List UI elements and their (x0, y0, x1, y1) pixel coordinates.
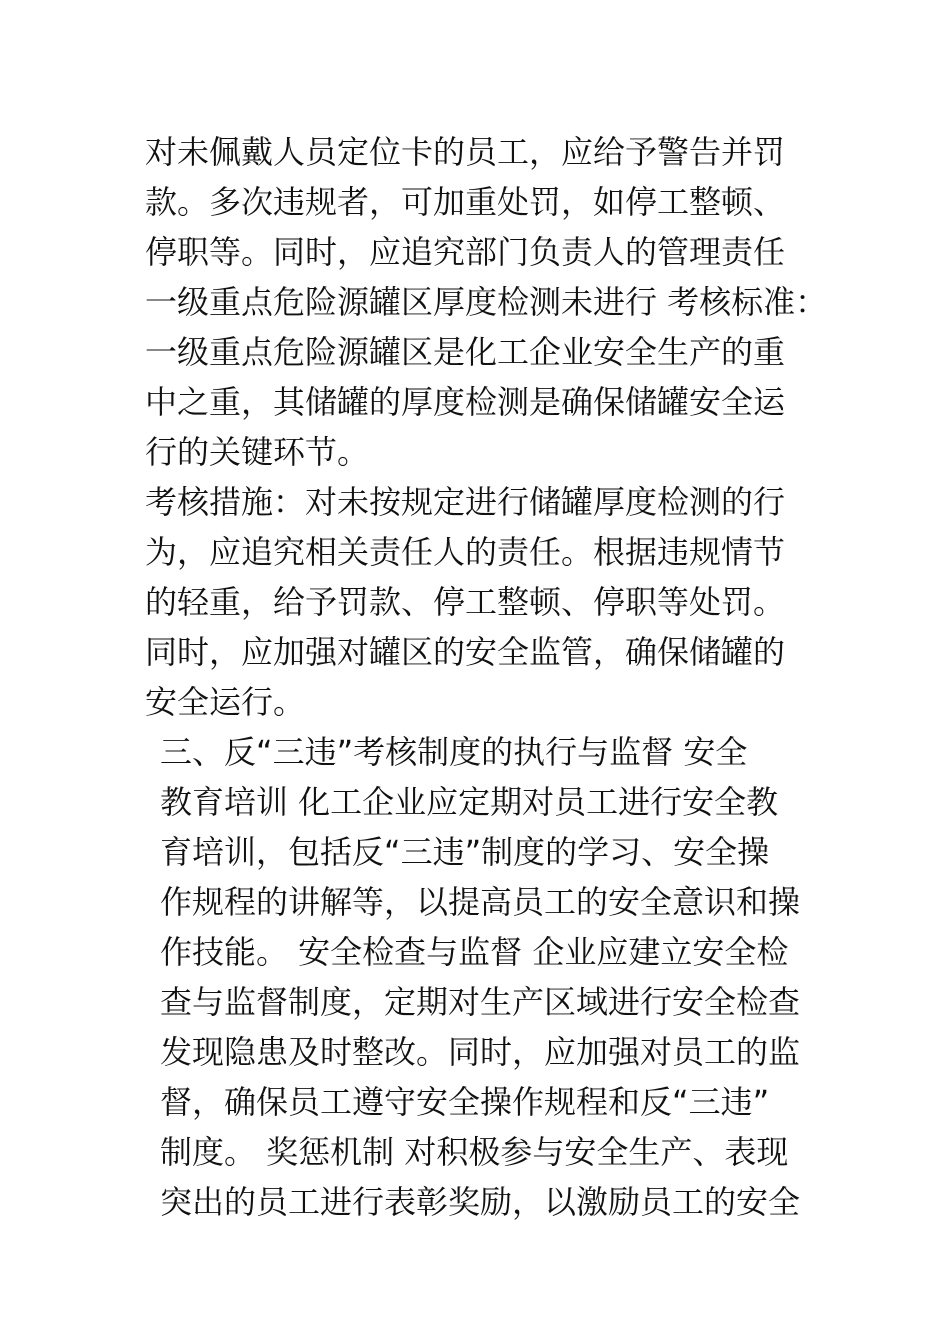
text-line: 一级重点危险源罐区是化工企业安全生产的重 (145, 333, 786, 371)
text-line: 育培训，包括反“三违”制度的学习、安全操 (160, 833, 770, 871)
text-line: 制度。 奖惩机制 对积极参与安全生产、表现 (160, 1133, 789, 1171)
text-line: 行的关键环节。 (145, 433, 370, 471)
text-line: 款。多次违规者，可加重处罚，如停工整顿、 (145, 183, 786, 221)
text-line: 安全运行。 (145, 683, 306, 721)
section-heading-line: 三、反“三违”考核制度的执行与监督 安全 (160, 733, 748, 771)
text-line: 查与监督制度，定期对生产区域进行安全检查 (160, 983, 801, 1021)
text-line: 对未佩戴人员定位卡的员工，应给予警告并罚 (145, 133, 786, 171)
text-line: 的轻重，给予罚款、停工整顿、停职等处罚。 (145, 583, 786, 621)
text-line: 停职等。同时，应追究部门负责人的管理责任 (145, 233, 786, 271)
text-line: 为，应追究相关责任人的责任。根据违规情节 (145, 533, 786, 571)
text-line: 同时，应加强对罐区的安全监管，确保储罐的 (145, 633, 786, 671)
text-line: 作技能。 安全检查与监督 企业应建立安全检 (160, 933, 789, 971)
text-line: 发现隐患及时整改。同时，应加强对员工的监 (160, 1033, 801, 1071)
text-line: 作规程的讲解等，以提高员工的安全意识和操 (160, 883, 801, 921)
text-line: 一级重点危险源罐区厚度检测未进行 考核标准： (145, 283, 828, 321)
text-line: 督，确保员工遵守安全操作规程和反“三违” (160, 1083, 770, 1121)
text-line: 考核措施：对未按规定进行储罐厚度检测的行 (145, 483, 786, 521)
text-line: 突出的员工进行表彰奖励，以激励员工的安全 (160, 1183, 801, 1221)
text-line: 教育培训 化工企业应定期对员工进行安全教 (160, 783, 779, 821)
text-line: 中之重，其储罐的厚度检测是确保储罐安全运 (145, 383, 786, 421)
